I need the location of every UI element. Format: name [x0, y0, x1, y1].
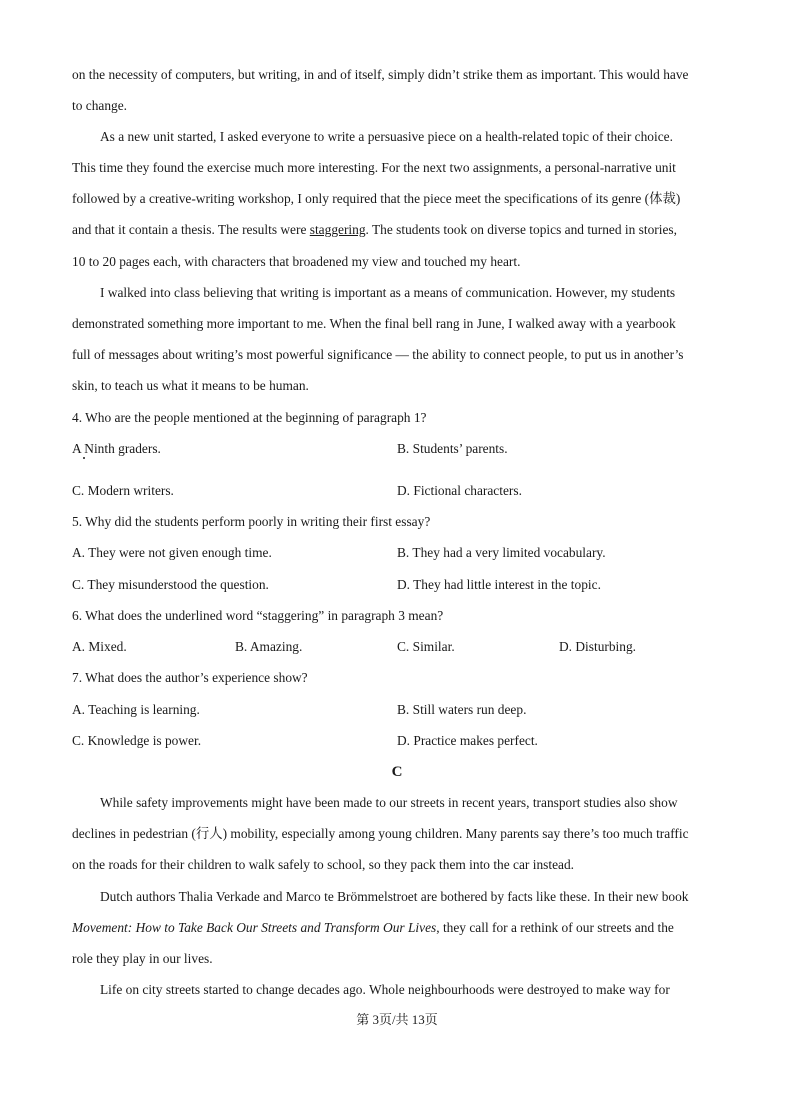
- passage-line: declines in pedestrian (行人) mobility, especially among young children. Many parents say there’s too much traffic: [72, 826, 689, 841]
- passage-line: I walked into class believing that writing is important as a means of communication. However, my students: [100, 285, 676, 300]
- passage-line: [72, 920, 674, 936]
- passage-line: [72, 222, 677, 238]
- question-stem: 6. What does the underlined word “staggering” in paragraph 3 mean?: [72, 608, 444, 623]
- section-heading: C: [391, 764, 403, 780]
- option-c: C. Modern writers.: [72, 483, 174, 498]
- passage-line: This time they found the exercise much more interesting. For the next two assignments, a personal-narrative unit: [72, 160, 676, 175]
- option-b: B. They had a very limited vocabulary.: [397, 545, 606, 560]
- option-a: A Ninth graders.: [72, 441, 161, 456]
- option-c: C. Knowledge is power.: [72, 733, 202, 748]
- question-stem: 4. Who are the people mentioned at the beginning of paragraph 1?: [72, 410, 427, 425]
- passage-line: on the necessity of computers, but writing, in and of itself, simply didn’t strike them as important. This would have: [72, 67, 689, 82]
- passage-text: and that it contain a thesis. The results were: [72, 222, 310, 237]
- passage-line: full of messages about writing’s most powerful significance — the ability to connect people, to put us in another’s: [72, 347, 684, 362]
- passage-text: , they call for a rethink of our streets and the: [436, 920, 674, 935]
- passage-line: While safety improvements might have been made to our streets in recent years, transport studies also show: [100, 795, 678, 810]
- option-b: B. Still waters run deep.: [397, 702, 527, 717]
- book-title: Movement: How to Take Back Our Streets and Transform Our Lives: [72, 920, 437, 935]
- option-a: A. Mixed.: [72, 639, 127, 654]
- passage-line: Dutch authors Thalia Verkade and Marco te Brömmelstroet are bothered by facts like these. In their new book: [100, 889, 689, 904]
- option-a: A. They were not given enough time.: [72, 545, 272, 560]
- option-d: D. They had little interest in the topic.: [397, 577, 601, 592]
- passage-line: followed by a creative-writing workshop, I only required that the piece meet the specifications of its genre (体裁): [72, 191, 681, 206]
- passage-line: 10 to 20 pages each, with characters that broadened my view and touched my heart.: [72, 254, 521, 269]
- option-d: D. Practice makes perfect.: [397, 733, 538, 748]
- passage-line: on the roads for their children to walk safely to school, so they pack them into the car instead.: [72, 857, 575, 872]
- option-c: C. Similar.: [397, 639, 455, 654]
- passage-text: . The students took on diverse topics and turned in stories,: [365, 222, 677, 237]
- option-a: A. Teaching is learning.: [72, 702, 200, 717]
- option-b: B. Amazing.: [235, 639, 303, 654]
- option-d: D. Fictional characters.: [397, 483, 522, 498]
- stray-dot: [83, 457, 85, 459]
- passage-line: Life on city streets started to change decades ago. Whole neighbourhoods were destroyed to make way for: [100, 982, 670, 997]
- option-c: C. They misunderstood the question.: [72, 577, 269, 592]
- question-stem: 5. Why did the students perform poorly in writing their first essay?: [72, 514, 431, 529]
- passage-line: As a new unit started, I asked everyone to write a persuasive piece on a health-related topic of their choice.: [100, 129, 673, 144]
- underlined-word: staggering: [309, 222, 366, 237]
- passage-line: demonstrated something more important to me. When the final bell rang in June, I walked away with a yearbook: [72, 316, 676, 331]
- passage-line: skin, to teach us what it means to be human.: [72, 378, 309, 393]
- question-stem: 7. What does the author’s experience show?: [72, 670, 308, 685]
- passage-line: role they play in our lives.: [72, 951, 213, 966]
- page-number: 第 3页/共 13页: [356, 1012, 438, 1027]
- option-b: B. Students’ parents.: [397, 441, 508, 456]
- option-d: D. Disturbing.: [559, 639, 636, 654]
- passage-line: to change.: [72, 98, 128, 113]
